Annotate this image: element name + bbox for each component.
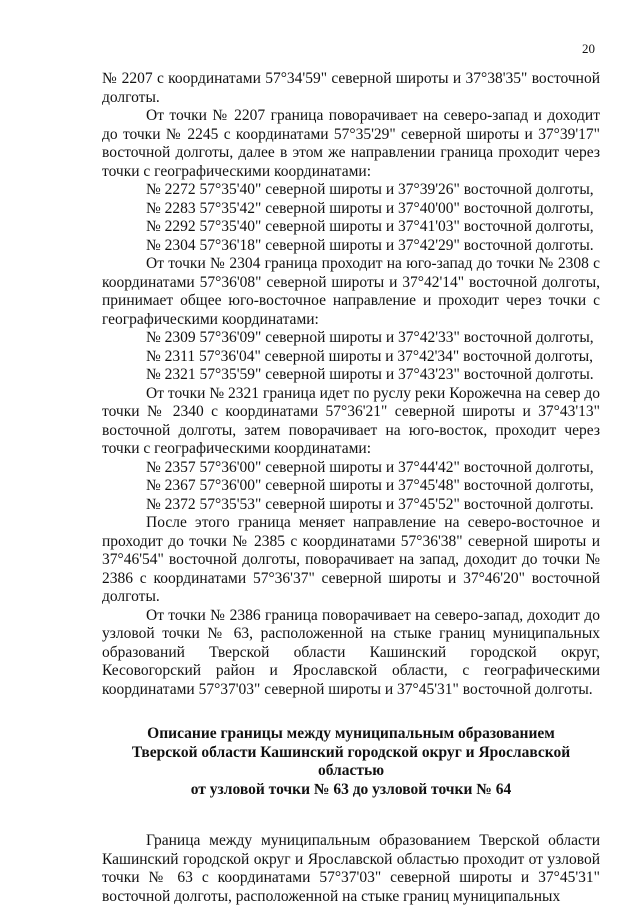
coordinate-line: № 2304 57°36'18" северной широты и 37°42'29" восточной долготы. — [146, 236, 594, 254]
paragraph-point-2385: После этого граница меняет направление на северо-восточное и проходит до точки № 2385 с координатами 57°36'38" северной широты и 37°46'54" восточной долготы, поворачивает на запад, доходит до точки № 2386 с координатами 57°36'37" северной широты и 37°46'20" восточной долготы. — [102, 514, 600, 605]
paragraph-continuation: № 2207 с координатами 57°34'59" северной широты и 37°38'35" восточной долготы. — [102, 70, 600, 106]
coordinate-line: № 2283 57°35'42" северной широты и 37°40'00" восточной долготы, — [146, 199, 594, 217]
coordinate-list-3 — [102, 459, 600, 515]
coordinate-list-1 — [102, 181, 600, 255]
coordinate-line: № 2372 57°35'53" северной широты и 37°45'52" восточной долготы. — [146, 495, 594, 513]
section-title — [102, 725, 600, 799]
coordinate-line: № 2309 57°36'09" северной широты и 37°42'33" восточной долготы, — [146, 329, 594, 346]
section-title-line: Описание границы между муниципальным образованием — [147, 725, 555, 742]
coordinate-list-2 — [102, 329, 600, 385]
coordinate-line: № 2311 57°36'04" северной широты и 37°42'34" восточной долготы, — [146, 347, 594, 365]
coordinate-line: № 2272 57°35'40" северной широты и 37°39'26" восточной долготы, — [146, 181, 594, 198]
coordinate-line: № 2357 57°36'00" северной широты и 37°44'42" восточной долготы, — [146, 458, 594, 476]
coordinate-line: № 2367 57°36'00" северной широты и 37°45'48" восточной долготы, — [146, 477, 594, 494]
paragraph-point-2207: От точки № 2207 граница поворачивает на северо-запад и доходит до точки № 2245 с координатами 57°35'29" северной широты и 37°39'17" восточной долготы, далее в этом же направлении граница проходит через точки с географическими координатами: — [102, 107, 600, 180]
section-title-line: Тверской области Кашинский городской округ и Ярославской областью — [131, 743, 571, 779]
coordinate-line: № 2292 57°35'40" северной широты и 37°41'03" восточной долготы, — [146, 218, 594, 235]
paragraph-point-2321: От точки № 2321 граница идет по руслу реки Корожечна на север до точки № 2340 с координатами 57°36'21" северной широты и 37°43'13" восточной долготы, затем поворачивает на юго-восток, проходит через точки с географическими координатами: — [102, 384, 600, 457]
coordinate-line: № 2321 57°35'59" северной широты и 37°43'23" восточной долготы. — [146, 366, 594, 383]
section-title-line: от узловой точки № 63 до узловой точки № 64 — [190, 780, 512, 798]
page-number: 20 — [582, 41, 595, 56]
document-body — [102, 70, 600, 906]
paragraph-boundary-description: Граница между муниципальным образованием Тверской области Кашинский городской округ и Ярославской областью проходит от узловой точки № 63 с координатами 57°37'03" северной широты и 37°45'31" восточной долготы, расположенной на стыке границ муниципальных — [102, 832, 600, 905]
paragraph-point-2304: От точки № 2304 граница проходит на юго-запад до точки № 2308 с координатами 57°36'08" северной широты и 37°42'14" восточной долготы, принимает общее юго-восточное направление и проходит через точки с географическими координатами: — [102, 255, 600, 328]
paragraph-point-2386: От точки № 2386 граница поворачивает на северо-запад, доходит до узловой точки № 63, расположенной на стыке границ муниципальных образований Тверской области Кашинский городской округ, Кесовогорский район и Ярославской области, с географическими координатами 57°37'03" северной широты и 37°45'31" восточной долготы. — [102, 606, 600, 698]
